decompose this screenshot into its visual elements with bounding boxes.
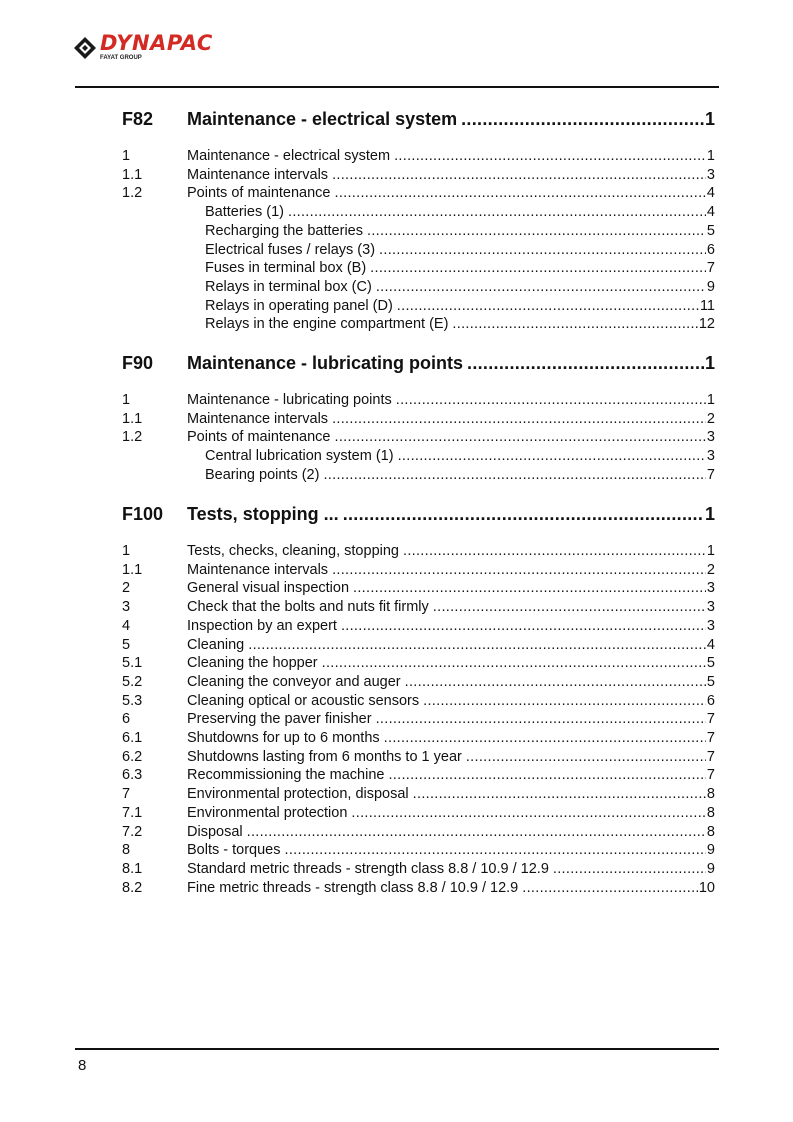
entry-text: Disposal [187,823,243,840]
section-code: F90 [122,353,154,373]
entry-page: 10 [698,879,715,896]
toc-entry [122,618,715,637]
entry-number: 8 [122,842,131,859]
entry-text: Maintenance - lubricating points [187,392,392,408]
toc-entry [122,655,715,674]
entry-number: 6 [122,711,131,728]
entry-number: 8.2 [122,879,143,896]
dot-leader [405,674,706,690]
entry-text: Points of maintenance [187,429,331,446]
entry-text: Bearing points (2) [205,466,320,483]
entry-line [187,842,715,858]
entry-line [205,223,715,239]
dot-leader [351,805,706,821]
dot-leader [323,467,705,483]
entry-number: 7.1 [122,804,143,821]
entry-page: 3 [706,580,715,597]
dot-leader [433,599,706,615]
entry-text: Shutdowns for up to 6 months [187,730,380,746]
entry-text: Central lubrication system (1) [205,448,394,465]
toc-entry [122,279,715,298]
dot-leader [396,392,706,408]
entry-text: Recommissioning the machine [187,767,385,784]
entry-line [187,580,715,596]
entry-page: 3 [706,166,715,183]
entry-line [187,730,715,746]
entry-page: 4 [706,185,715,202]
dot-leader [397,298,699,314]
entry-page: 12 [698,316,715,333]
entry-line [205,260,715,276]
toc-entry [122,861,715,880]
entry-page: 7 [706,466,715,483]
entry-text: Check that the bolts and nuts fit firmly [187,599,429,616]
entry-page: 3 [706,429,715,446]
entry-text: Cleaning the hopper [187,655,318,672]
dot-leader [334,185,705,201]
entry-page: 7 [706,711,715,728]
toc-entry [122,786,715,805]
entry-text: Maintenance intervals [187,166,329,183]
entry-text: Batteries (1) [205,204,284,221]
brand-name: DYNAPAC [100,31,213,55]
entry-text: Relays in the engine compartment (E) [205,316,449,333]
entry-line [187,805,715,821]
dot-leader [384,730,706,746]
dot-leader [332,562,706,578]
entry-number: 5.3 [122,692,143,709]
entry-number: 5.2 [122,673,143,690]
dot-leader [553,861,706,877]
entry-page: 5 [706,655,715,672]
dot-leader [332,411,706,427]
toc-entry [122,842,715,861]
entry-line [205,279,715,295]
toc-entry [122,805,715,824]
entry-page: 3 [706,448,715,465]
dot-leader [376,711,706,727]
entry-text: Standard metric threads - strength class 8.8 / 10.9 / 12.9 [187,860,549,877]
toc-entry [122,260,715,279]
entry-page: 6 [706,692,715,709]
entry-page: 1 [706,543,715,559]
entry-number: 1 [122,543,131,559]
entry-number: 6.3 [122,767,143,784]
footer-rule [75,1048,719,1050]
entry-line [187,655,715,671]
entry-page: 3 [706,617,715,634]
section-title-text: Maintenance - electrical system [187,109,458,129]
toc-entry [122,880,715,899]
toc-entry [122,429,715,448]
toc-entry [122,167,715,186]
entry-page: 5 [706,222,715,239]
dot-leader [322,655,706,671]
entry-line [187,543,715,559]
entry-line [187,429,715,445]
entry-page: 1 [706,148,715,164]
dot-leader [288,204,706,220]
toc-entry [122,242,715,261]
dot-leader [367,223,706,239]
entry-number: 1 [122,392,131,408]
entry-line [187,749,715,765]
dot-leader [388,767,705,783]
entry-text: Cleaning [187,636,245,653]
entry-text: General visual inspection [187,580,350,597]
dot-leader [332,167,706,183]
entry-number: 8.1 [122,860,143,877]
entry-page: 2 [706,410,715,427]
section-title-line [187,504,715,525]
toc-entry [122,637,715,656]
dot-leader [403,543,706,559]
entry-line [187,637,715,653]
dynapac-diamond-icon [73,36,97,60]
entry-line [205,316,715,332]
entry-text: Maintenance intervals [187,561,329,578]
section-title-text: Tests, stopping ... [187,504,339,524]
entry-text: Points of maintenance [187,185,331,202]
dot-leader [248,637,706,653]
entry-number: 1.1 [122,166,143,183]
entry-text: Shutdowns lasting from 6 months to 1 year [187,748,462,765]
dot-leader [398,448,706,464]
toc-entry [122,223,715,242]
entry-text: Preserving the paver finisher [187,711,372,728]
page-number: 8 [78,1057,87,1074]
section-title-line [187,109,715,130]
entry-page: 9 [706,278,715,295]
entry-text: Maintenance intervals [187,410,329,427]
entry-line [187,562,715,578]
entry-line [187,674,715,690]
dot-leader [247,824,706,840]
section-title-row [122,353,715,377]
toc-entry [122,693,715,712]
entry-line [187,411,715,427]
entry-number: 2 [122,580,131,597]
entry-line [205,467,715,483]
dot-leader [394,148,706,164]
toc-entry [122,711,715,730]
toc-entry [122,730,715,749]
entry-text: Electrical fuses / relays (3) [205,241,376,258]
entry-number: 6.2 [122,748,143,765]
entry-line [205,298,715,314]
entry-text: Maintenance - electrical system [187,148,391,164]
entry-number: 1.1 [122,561,143,578]
toc-entry [122,767,715,786]
entry-page: 4 [706,636,715,653]
toc-entry [122,824,715,843]
entry-page: 7 [706,260,715,277]
entry-line [187,185,715,201]
section-title-text: Maintenance - lubricating points [187,353,464,373]
entry-line [205,242,715,258]
dot-leader [413,786,706,802]
dot-leader [452,316,697,332]
toc-entry [122,298,715,317]
entry-text: Cleaning optical or acoustic sensors [187,692,420,709]
dot-leader [522,880,698,896]
entry-text: Bolts - torques [187,842,281,859]
dot-leader [370,260,706,276]
entry-page: 8 [706,786,715,803]
entry-page: 9 [706,842,715,859]
entry-number: 6.1 [122,730,143,746]
entry-page: 9 [706,860,715,877]
section-page: 1 [704,109,715,129]
dot-leader [376,279,706,295]
entry-line [187,786,715,802]
section-title-row [122,109,715,133]
toc-entry [122,599,715,618]
dot-leader [341,618,706,634]
entry-line [205,448,715,464]
entry-text: Cleaning the conveyor and auger [187,673,401,690]
toc-entry [122,749,715,768]
section-code: F100 [122,504,164,524]
toc-entry [122,448,715,467]
entry-number: 7.2 [122,823,143,840]
entry-line [187,711,715,727]
entry-page: 7 [706,730,715,746]
entry-number: 1.2 [122,185,143,202]
dot-leader [423,693,706,709]
toc-entry [122,411,715,430]
section-code: F82 [122,109,154,129]
toc-entry [122,674,715,693]
entry-text: Fuses in terminal box (B) [205,260,367,277]
dot-leader [461,109,704,130]
toc-entry [122,562,715,581]
brand-group: FAYAT GROUP [100,55,142,61]
entry-page: 3 [706,599,715,616]
entry-line [187,880,715,896]
dot-leader [379,242,706,258]
toc-entry [122,392,715,411]
entry-line [187,148,715,164]
toc-entry [122,467,715,486]
entry-page: 6 [706,241,715,258]
entry-text: Inspection by an expert [187,617,337,634]
entry-line [187,824,715,840]
entry-line [187,167,715,183]
dot-leader [285,842,706,858]
entry-text: Environmental protection [187,804,348,821]
entry-page: 7 [706,748,715,765]
entry-text: Environmental protection, disposal [187,786,409,803]
entry-text: Recharging the batteries [205,222,363,239]
entry-number: 5 [122,636,131,653]
entry-number: 5.1 [122,655,143,672]
section-page: 1 [704,353,715,373]
entry-number: 3 [122,599,131,616]
entry-number: 7 [122,786,131,803]
dot-leader [466,749,706,765]
entry-line [205,204,715,220]
entry-line [187,767,715,783]
toc-entry [122,204,715,223]
entry-page: 7 [706,767,715,784]
entry-line [187,618,715,634]
entry-number: 1.1 [122,410,143,427]
dot-leader [334,429,705,445]
entry-number: 4 [122,617,131,634]
dot-leader [353,580,706,596]
dot-leader [343,504,704,525]
toc-entry [122,580,715,599]
entry-page: 8 [706,804,715,821]
toc-entry [122,185,715,204]
entry-text: Relays in terminal box (C) [205,278,372,295]
entry-page: 8 [706,823,715,840]
entry-page: 5 [706,673,715,690]
section-title-line [187,353,715,374]
section-title-row [122,504,715,528]
entry-page: 11 [699,297,715,314]
section-page: 1 [704,504,715,524]
header-rule [75,86,719,88]
toc-entry [122,316,715,335]
dot-leader [467,353,704,374]
entry-line [187,392,715,408]
entry-text: Tests, checks, cleaning, stopping [187,543,399,559]
entry-page: 4 [706,204,715,221]
entry-number: 1 [122,148,131,164]
toc-entry [122,148,715,167]
entry-line [187,861,715,877]
entry-text: Fine metric threads - strength class 8.8 / 10.9 / 12.9 [187,879,519,896]
entry-page: 1 [706,392,715,408]
entry-page: 2 [706,561,715,578]
entry-line [187,693,715,709]
entry-number: 1.2 [122,429,143,446]
entry-text: Relays in operating panel (D) [205,297,393,314]
toc-entry [122,543,715,562]
entry-line [187,599,715,615]
